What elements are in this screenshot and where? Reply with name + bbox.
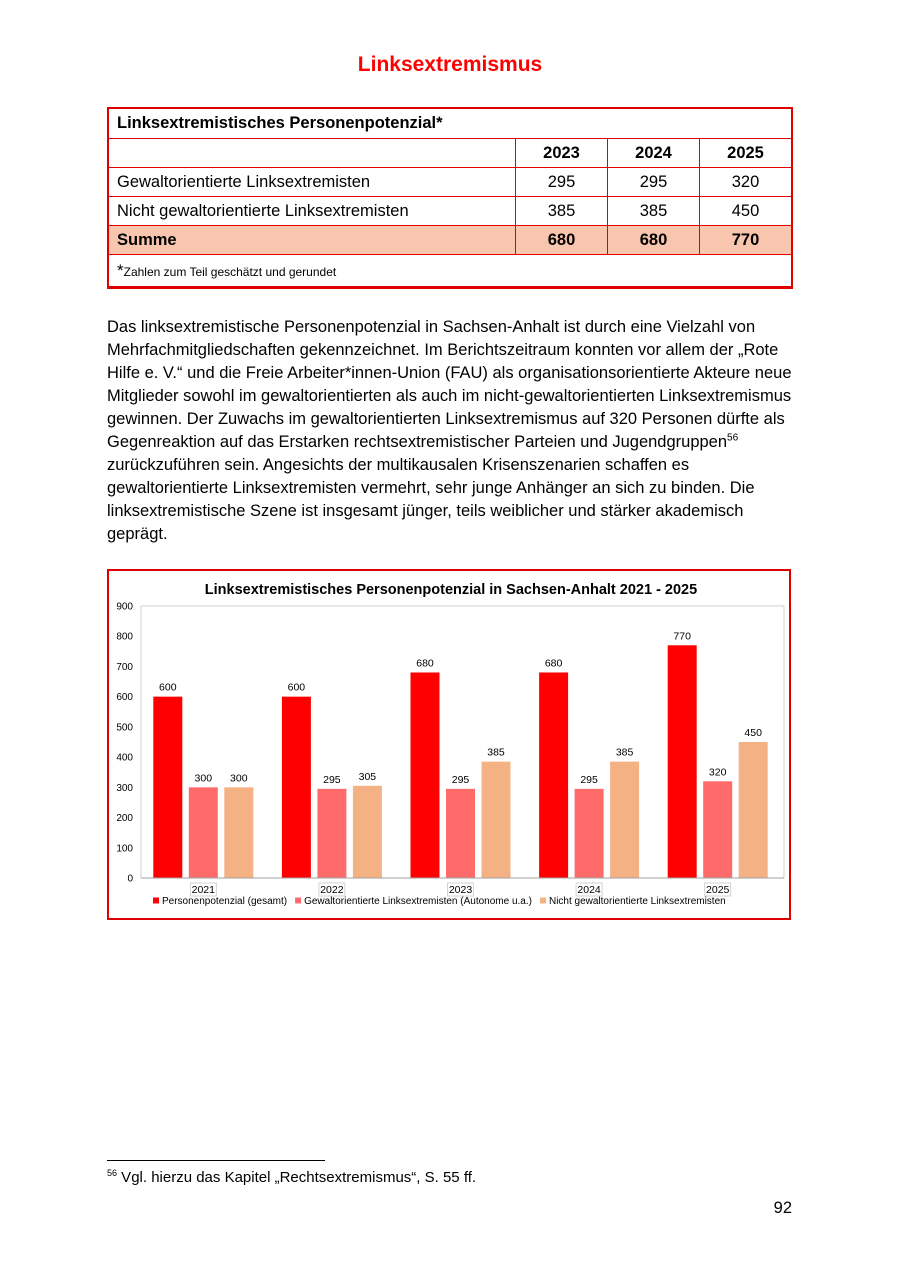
x-axis: [141, 878, 784, 896]
table-note-row: [108, 255, 792, 288]
y-tick-label: 800: [116, 631, 133, 643]
table-row: [108, 168, 792, 197]
footnote-separator: [107, 1160, 325, 1161]
legend-label: Nicht gewaltorientierte Linksextremisten: [548, 896, 726, 907]
bar-data-label: 680: [416, 657, 434, 670]
cell-value: 385: [608, 197, 700, 226]
x-tick-label: 2022: [320, 884, 344, 896]
bar: [739, 742, 768, 878]
table-header-row: [108, 139, 792, 168]
footnote-text: Vgl. hierzu das Kapitel „Rechtsextremismus“, S. 55 ff.: [117, 1169, 477, 1186]
bar-data-label: 305: [358, 770, 377, 783]
footnote-reference: 56: [727, 432, 739, 444]
personenpotenzial-table: [107, 107, 793, 289]
table-caption-row: [108, 108, 792, 139]
bar: [411, 672, 440, 878]
bar-data-label: 680: [544, 657, 563, 670]
bar: [189, 787, 218, 878]
y-tick-label: 200: [116, 813, 133, 825]
bar-data-label: 295: [323, 773, 341, 786]
bar: [282, 697, 311, 878]
legend-swatch: [295, 898, 301, 904]
y-tick-label: 500: [116, 722, 133, 734]
x-tick-label: 2024: [577, 884, 601, 896]
legend-label: Gewaltorientierte Linksextremisten (Autonome u.a.): [304, 896, 532, 907]
bar: [668, 645, 697, 878]
table-sum-row: [108, 226, 792, 255]
bar: [224, 787, 253, 878]
cell-value: 295: [608, 168, 700, 197]
table-header-empty: [108, 139, 516, 168]
bar-chart: [107, 569, 791, 920]
legend-swatch: [540, 898, 546, 904]
bar-data-label: 600: [287, 681, 306, 694]
bar: [446, 789, 475, 878]
paragraph-text-part1: Das linksextremistische Personenpotenzial in Sachsen-Anhalt ist durch eine Vielzahl von Mehrfachmitgliedschaften gekennzeichnet. Im Berichtszeitraum konnten vor allem der „Rote Hilfe e. V.“ und die Freie Arbeiter*innen-Union (FAU) als organisationsorientierte Akteure neue Mitglieder sowohl im gewaltorientierten als auch im nicht-gewaltorientierten Linksextremismus gewinnen. Der Zuwachs im gewaltorientierten Linksextremismus auf 320 Personen dürfte als Gegenreaktion auf das Erstarken rechtsextremistischer Parteien und Jugendgruppen: [107, 318, 792, 451]
bar-data-label: 450: [744, 727, 762, 739]
table-row: [108, 197, 792, 226]
bar: [539, 672, 568, 878]
sum-label: Summe: [108, 226, 516, 255]
bar: [703, 781, 732, 878]
table-caption: Linksextremistisches Personenpotenzial*: [108, 108, 792, 139]
bar: [482, 762, 511, 878]
x-tick-label: 2025: [706, 884, 730, 896]
bar-data-label: 300: [230, 772, 248, 785]
bar: [353, 786, 382, 878]
chart-canvas: [109, 571, 789, 918]
bar-data-label: 385: [615, 746, 634, 759]
bar-data-label: 385: [487, 746, 505, 759]
bar: [575, 789, 604, 878]
x-tick-label: 2021: [191, 884, 215, 896]
x-tick-label: 2023: [448, 884, 473, 896]
sum-value: 680: [516, 226, 608, 255]
cell-value: 385: [516, 197, 608, 226]
y-tick-label: 0: [127, 873, 133, 885]
section-title: Linksextremismus: [357, 53, 543, 76]
legend-swatch: [153, 898, 159, 904]
bar-data-label: 320: [708, 766, 727, 779]
table-note: [108, 255, 792, 288]
paragraph-text-part2: zurückzuführen sein. Angesichts der multikausalen Krisenszenarien schaffen es gewaltorientierte Linksextremisten vermehrt, sehr junge Anhänger an sich zu binden. Die linksextremistische Szene ist insgesamt jünger, teils weiblicher und stärker akademisch geprägt.: [107, 456, 755, 543]
cell-value: 320: [700, 168, 793, 197]
bar-data-label: 295: [580, 773, 598, 786]
row-label: Nicht gewaltorientierte Linksextremisten: [108, 197, 516, 226]
bar-series-group: [153, 630, 767, 878]
year-header: 2025: [700, 139, 793, 168]
bar: [610, 762, 639, 878]
bar-data-label: 295: [451, 773, 470, 786]
year-header: 2024: [608, 139, 700, 168]
y-tick-label: 400: [116, 752, 133, 764]
cell-value: 450: [700, 197, 793, 226]
bar: [317, 789, 346, 878]
bar-data-label: 300: [194, 772, 213, 785]
y-tick-label: 600: [116, 692, 133, 704]
note-asterisk: *: [117, 260, 124, 280]
bar-data-label: 770: [673, 630, 691, 643]
legend-label: Personenpotenzial (gesamt): [162, 896, 288, 907]
y-tick-label: 700: [116, 661, 133, 673]
y-tick-label: 300: [116, 782, 133, 794]
year-header: 2023: [516, 139, 608, 168]
row-label: Gewaltorientierte Linksextremisten: [108, 168, 516, 197]
sum-value: 680: [608, 226, 700, 255]
y-tick-label: 100: [116, 843, 133, 855]
body-paragraph: [107, 316, 797, 546]
page-number: 92: [773, 1199, 792, 1217]
chart-title: Linksextremistisches Personenpotenzial in Sachsen-Anhalt 2021 - 2025: [204, 582, 698, 598]
cell-value: 295: [516, 168, 608, 197]
footnote: [107, 1168, 476, 1186]
bar: [153, 697, 182, 878]
y-tick-label: 900: [116, 601, 133, 613]
y-axis: [116, 602, 133, 885]
footnote-number: 56: [107, 1168, 118, 1178]
note-text: Zahlen zum Teil geschätzt und gerundet: [123, 264, 337, 279]
bar-data-label: 600: [159, 681, 177, 694]
sum-value: 770: [700, 226, 793, 255]
chart-legend: [153, 896, 726, 907]
